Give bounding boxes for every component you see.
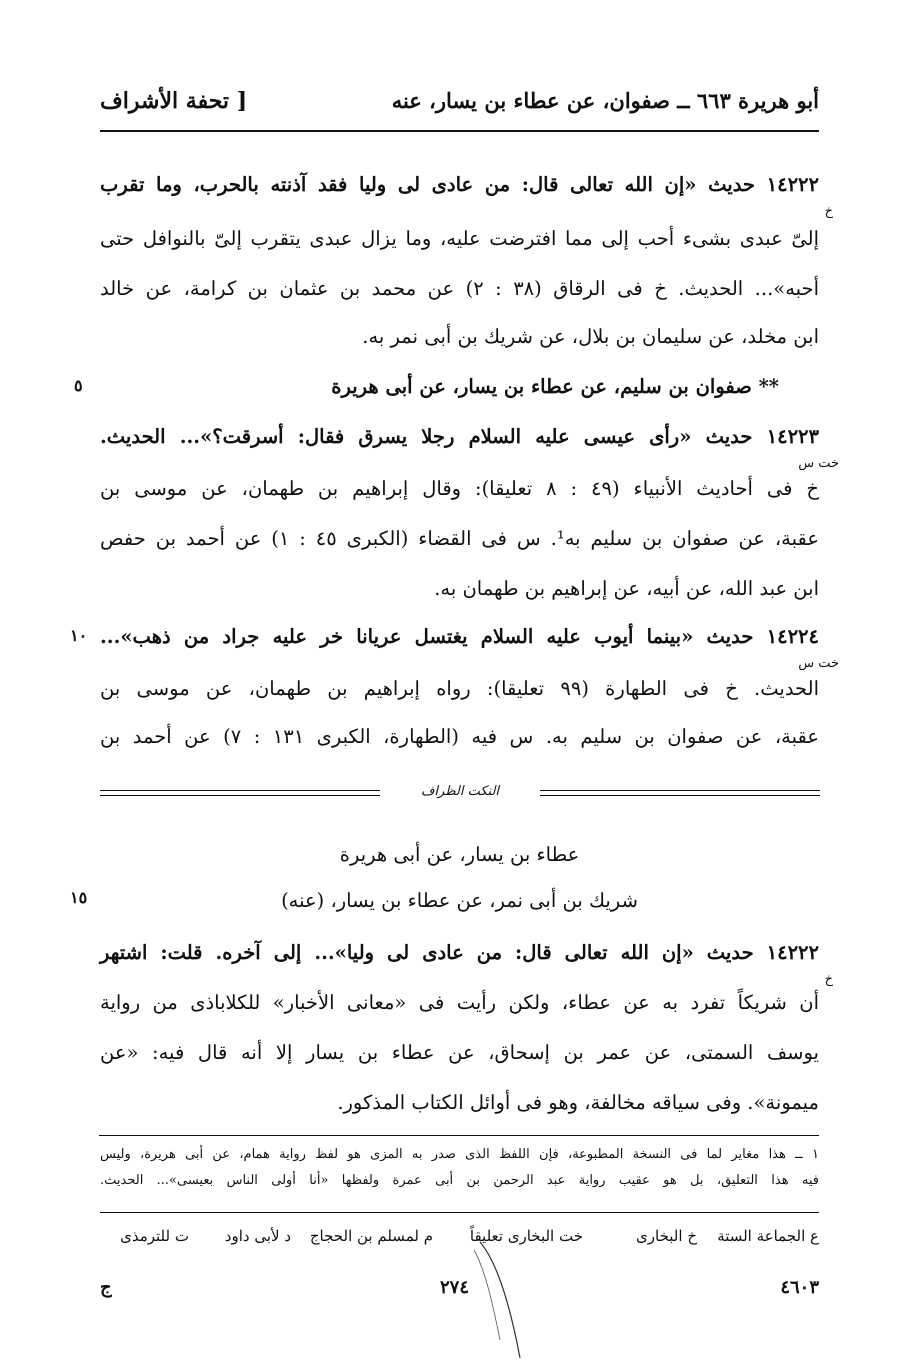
running-header-book-title: [ تحفة الأشراف <box>100 88 248 114</box>
text-line: يوسف السمتى، عن عمر بن إسحاق، عن عطاء بن يسار إلا أنه قال فيه: «عن <box>100 1041 819 1064</box>
divider-rule-right <box>540 790 820 796</box>
text-line: ١٤٢٢٢ حديث «إن الله تعالى قال: من عادى لى وليا»... إلى آخره. قلت: اشتهر <box>100 941 819 964</box>
line-number: ١٥ <box>70 888 88 907</box>
margin-siglum: خت س <box>798 656 839 671</box>
text-line: ١٤٢٢٣ حديث «رأى عيسى عليه السلام رجلا يسرق فقال: أسرقت؟»... الحديث. <box>100 425 819 448</box>
line-number: ٥ <box>74 376 83 395</box>
siglum-legend-item: خ البخارى <box>636 1227 697 1245</box>
sigla-rule <box>100 1212 819 1213</box>
nukat-heading: عطاء بن يسار، عن أبى هريرة <box>339 843 580 866</box>
footnote-line: فيه هذا التعليق، بل هو عقيب رواية عبد الرحمن بن أبى عمرة ولفظها «أنا أولى الناس بعيسى»... الحديث. <box>100 1173 819 1188</box>
line-number: ١٠ <box>70 626 88 645</box>
margin-siglum: خ <box>824 972 833 987</box>
edition-number: ٤٦٠٣ <box>780 1277 819 1298</box>
page-number: ٢٧٤ <box>440 1277 470 1298</box>
footnote-rule <box>99 1135 819 1136</box>
running-header-chapter: أبو هريرة ٦٦٣ ــ صفوان، عن عطاء بن يسار، عنه <box>391 88 819 113</box>
text-line: ابن مخلد، عن سليمان بن بلال، عن شريك بن أبى نمر به. <box>362 325 819 348</box>
text-line: الحديث. خ فى الطهارة (٩٩ تعليقا): رواه إبراهيم بن طهمان، عن موسى بن <box>100 677 819 700</box>
nukat-subheading: شريك بن أبى نمر، عن عطاء بن يسار، (عنه) <box>281 889 638 912</box>
siglum-legend-item: ع الجماعة الستة <box>717 1227 819 1245</box>
siglum-legend-item: م لمسلم بن الحجاج <box>309 1227 433 1245</box>
text-line: ميمونة». وفى سياقه مخالفة، وهو فى أوائل الكتاب المذكور. <box>337 1091 819 1114</box>
text-line: إلىّ عبدى بشىء أحب إلى مما افترضت عليه، وما يزال عبدى يتقرب إلىّ بالنوافل حتى <box>100 227 819 250</box>
nukat-section-title: النكت الظراف <box>420 784 500 799</box>
text-line: عقبة، عن صفوان بن سليم به. س فيه (الطهارة، الكبرى ١٣١ : ٧) عن أحمد بن <box>100 725 820 748</box>
margin-siglum: خت س <box>798 456 839 471</box>
text-line: خ فى أحاديث الأنبياء (٤٩ : ٨ تعليقا): وقال إبراهيم بن طهمان، عن موسى بن <box>100 477 819 500</box>
header-rule <box>100 130 819 132</box>
pencil-mark <box>470 1240 530 1360</box>
text-line: ١٤٢٢٢ حديث «إن الله تعالى قال: من عادى لى وليا فقد آذنته بالحرب، وما تقرب <box>100 173 819 196</box>
margin-siglum: خ <box>824 204 833 219</box>
siglum-legend-item: د لأبى داود <box>224 1227 291 1245</box>
volume-mark: ج <box>100 1277 112 1298</box>
text-line: ابن عبد الله، عن أبيه، عن إبراهيم بن طهمان به. <box>434 577 819 600</box>
divider-rule-left <box>100 790 380 796</box>
siglum-legend-item: ت للترمذى <box>120 1227 189 1245</box>
section-heading: ** صفوان بن سليم، عن عطاء بن يسار، عن أبى هريرة <box>331 375 779 398</box>
text-line: أحبه»... الحديث. خ فى الرقاق (٣٨ : ٢) عن محمد بن عثمان بن كرامة، عن خالد <box>100 277 820 300</box>
text-line: عقبة، عن صفوان بن سليم به¹. س فى القضاء (الكبرى ٤٥ : ١) عن أحمد بن حفص <box>100 527 819 550</box>
footnote-line: ١ ــ هذا مغاير لما فى النسخة المطبوعة، فإن اللفظ الذى صدر به المزى هو لفظ رواية همام، عن أبى هريرة، وليس <box>100 1147 819 1162</box>
siglum-legend-item: خت البخارى تعليقاً <box>469 1227 583 1245</box>
text-line: ١٤٢٢٤ حديث «بينما أيوب عليه السلام يغتسل عريانا خر عليه جراد من ذهب»... <box>100 625 819 648</box>
text-line: أن شريكاً تفرد به عن عطاء، ولكن رأيت فى «معانى الأخبار» للكلاباذى من رواية <box>100 991 819 1014</box>
